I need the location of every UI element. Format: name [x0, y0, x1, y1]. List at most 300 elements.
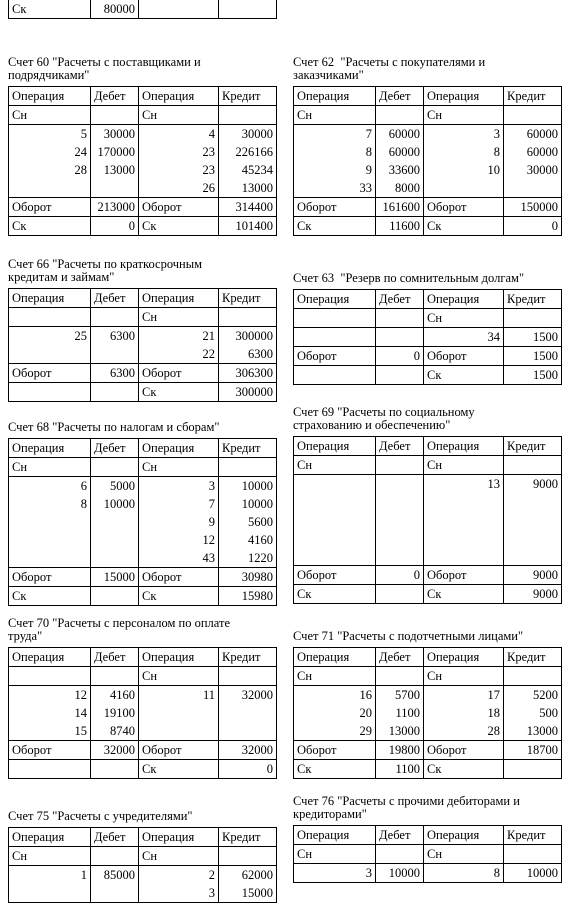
turnover-debit: 15000: [91, 568, 139, 587]
header-credit: Кредит: [219, 289, 277, 308]
opening-label: [9, 667, 91, 686]
table-row: [294, 511, 562, 529]
table-row: [9, 125, 277, 144]
entry-debit-amount: 1100: [376, 704, 424, 722]
header-operation: Операция: [139, 828, 219, 847]
opening-label: Сн: [424, 845, 504, 864]
entry-debit-amount: 4160: [91, 686, 139, 705]
table-row: [9, 531, 277, 549]
header-operation: Операция: [294, 290, 376, 309]
table-row: [294, 529, 562, 547]
closing-debit: 11600: [376, 217, 424, 236]
entry-credit-op: 34: [424, 328, 504, 347]
entry-debit-op: 14: [9, 704, 91, 722]
opening-label: Сн: [424, 456, 504, 475]
entry-credit-op: 3: [139, 884, 219, 903]
turnover-label: Оборот: [139, 364, 219, 383]
entry-debit-op: 1: [9, 866, 91, 885]
table-row: [9, 866, 277, 885]
closing-label: Ск: [294, 217, 376, 236]
header-credit: Кредит: [504, 826, 562, 845]
header-operation: Операция: [139, 87, 219, 106]
turnover-credit: 32000: [219, 741, 277, 760]
opening-debit: [91, 847, 139, 866]
header-credit: Кредит: [504, 648, 562, 667]
table-row: [9, 327, 277, 346]
closing-debit: [376, 366, 424, 385]
entry-credit-op: 3: [139, 477, 219, 496]
header-credit: Кредит: [219, 87, 277, 106]
entry-debit-amount: 10000: [91, 495, 139, 513]
entry-debit-op: 5: [9, 125, 91, 144]
entry-debit-amount: 33600: [376, 161, 424, 179]
entry-credit-op: 9: [139, 513, 219, 531]
entry-debit-op: 9: [294, 161, 376, 179]
header-operation: Операция: [424, 826, 504, 845]
opening-debit: [91, 106, 139, 125]
turnover-label: Оборот: [9, 741, 91, 760]
closing-debit: [91, 383, 139, 402]
turnover-label: Оборот: [294, 566, 376, 585]
header-credit: Кредит: [504, 290, 562, 309]
entry-debit-amount: [376, 547, 424, 566]
closing-credit: 0: [504, 217, 562, 236]
entry-debit-amount: [91, 179, 139, 198]
header-operation: Операция: [9, 439, 91, 458]
header-operation: Операция: [294, 648, 376, 667]
closing-label: [294, 366, 376, 385]
table-row: [9, 884, 277, 903]
entry-credit-amount: [504, 529, 562, 547]
turnover-label: Оборот: [424, 198, 504, 217]
entry-credit-op: [424, 529, 504, 547]
entry-credit-amount: 10000: [504, 864, 562, 883]
turnover-debit: 213000: [91, 198, 139, 217]
opening-debit: [376, 309, 424, 328]
header-operation: Операция: [9, 648, 91, 667]
entry-credit-op: [424, 511, 504, 529]
entry-debit-amount: 5000: [91, 477, 139, 496]
entry-credit-amount: 300000: [219, 327, 277, 346]
opening-credit: [219, 106, 277, 125]
entry-credit-amount: 9000: [504, 475, 562, 494]
turnover-credit: 9000: [504, 566, 562, 585]
entry-debit-op: 3: [294, 864, 376, 883]
table-row: [9, 345, 277, 364]
table-row: [294, 125, 562, 144]
entry-credit-amount: 13000: [219, 179, 277, 198]
entry-credit-amount: 226166: [219, 143, 277, 161]
entry-credit-amount: [504, 493, 562, 511]
entry-credit-op: 22: [139, 345, 219, 364]
entry-credit-amount: 30000: [504, 161, 562, 179]
account-table: [293, 436, 562, 604]
closing-label: [9, 760, 91, 779]
entry-credit-op: 18: [424, 704, 504, 722]
opening-debit: [376, 667, 424, 686]
entry-debit-op: 8: [9, 495, 91, 513]
entry-credit-op: 7: [139, 495, 219, 513]
entry-credit-amount: 30000: [219, 125, 277, 144]
table-row: [294, 475, 562, 494]
closing-debit: [91, 760, 139, 779]
header-operation: Операция: [139, 648, 219, 667]
table-row: [9, 477, 277, 496]
entry-credit-op: 3: [424, 125, 504, 144]
entry-credit-op: 2: [139, 866, 219, 885]
entry-debit-amount: [376, 493, 424, 511]
header-debit: Дебет: [376, 437, 424, 456]
account-table: [8, 647, 277, 779]
header-debit: Дебет: [376, 290, 424, 309]
entry-credit-op: 17: [424, 686, 504, 705]
turnover-credit: 30980: [219, 568, 277, 587]
entry-credit-op: [424, 179, 504, 198]
header-debit: Дебет: [91, 828, 139, 847]
top-closing-row: [8, 0, 277, 19]
entry-credit-amount: 60000: [504, 143, 562, 161]
opening-debit: [91, 458, 139, 477]
entry-credit-amount: 10000: [219, 495, 277, 513]
closing-credit: [504, 760, 562, 779]
closing-label: Ск: [424, 366, 504, 385]
entry-credit-op: 23: [139, 143, 219, 161]
table-row: [9, 495, 277, 513]
closing-credit: 101400: [219, 217, 277, 236]
turnover-debit: 6300: [91, 364, 139, 383]
opening-debit: [376, 456, 424, 475]
entry-credit-amount: 1220: [219, 549, 277, 568]
entry-credit-amount: 1500: [504, 328, 562, 347]
opening-credit: [219, 847, 277, 866]
entry-credit-op: 43: [139, 549, 219, 568]
opening-credit: [219, 308, 277, 327]
opening-label: [294, 309, 376, 328]
closing-label: Ск: [139, 383, 219, 402]
turnover-label: Оборот: [424, 566, 504, 585]
account-title: Счет 75 "Расчеты с учредителями": [8, 809, 193, 823]
turnover-label: Оборот: [139, 741, 219, 760]
entry-debit-amount: [91, 549, 139, 568]
entry-credit-op: 8: [424, 143, 504, 161]
turnover-label: Оборот: [294, 198, 376, 217]
entry-credit-op: [139, 704, 219, 722]
header-credit: Кредит: [219, 828, 277, 847]
closing-label: [9, 383, 91, 402]
table-row: [294, 179, 562, 198]
entry-debit-op: 8: [294, 143, 376, 161]
opening-credit: [219, 458, 277, 477]
turnover-label: Оборот: [9, 364, 91, 383]
entry-credit-op: 26: [139, 179, 219, 198]
entry-credit-amount: [504, 511, 562, 529]
account-title: Счет 60 "Расчеты с поставщиками и подрядчиками": [8, 55, 201, 82]
entry-debit-op: [9, 179, 91, 198]
entry-credit-op: 12: [139, 531, 219, 549]
turnover-credit: 18700: [504, 741, 562, 760]
entry-credit-amount: 5200: [504, 686, 562, 705]
entry-credit-amount: 15000: [219, 884, 277, 903]
turnover-credit: 306300: [219, 364, 277, 383]
entry-credit-amount: 6300: [219, 345, 277, 364]
entry-debit-amount: 13000: [91, 161, 139, 179]
entry-debit-amount: [376, 529, 424, 547]
turnover-label: Оборот: [294, 741, 376, 760]
closing-label: Ск: [9, 587, 91, 606]
header-operation: Операция: [294, 87, 376, 106]
header-operation: Операция: [294, 826, 376, 845]
entry-debit-amount: 60000: [376, 143, 424, 161]
entry-debit-op: [9, 549, 91, 568]
turnover-label: Оборот: [139, 198, 219, 217]
opening-credit: [504, 845, 562, 864]
closing-label: Ск: [139, 587, 219, 606]
header-operation: Операция: [424, 648, 504, 667]
closing-debit: [91, 587, 139, 606]
account-title: Счет 63 "Резерв по сомнительным долгам": [293, 271, 525, 285]
entry-debit-op: [294, 493, 376, 511]
entry-credit-op: 21: [139, 327, 219, 346]
opening-label: Сн: [139, 847, 219, 866]
entry-debit-amount: 10000: [376, 864, 424, 883]
closing-credit: 9000: [504, 585, 562, 604]
table-row: [9, 513, 277, 531]
opening-debit: [91, 667, 139, 686]
table-row: [9, 704, 277, 722]
entry-debit-amount: 60000: [376, 125, 424, 144]
header-credit: Кредит: [219, 439, 277, 458]
table-row: [9, 161, 277, 179]
opening-label: Сн: [139, 667, 219, 686]
entry-credit-amount: [219, 704, 277, 722]
account-table: [8, 86, 277, 236]
closing-label: Ск: [9, 217, 91, 236]
opening-label: Сн: [424, 309, 504, 328]
header-operation: Операция: [9, 289, 91, 308]
opening-credit: [504, 309, 562, 328]
opening-label: Сн: [139, 106, 219, 125]
entry-debit-op: [294, 529, 376, 547]
closing-label: Ск: [424, 585, 504, 604]
entry-debit-amount: 5700: [376, 686, 424, 705]
header-debit: Дебет: [376, 648, 424, 667]
table-row: [294, 686, 562, 705]
table-row: [294, 722, 562, 741]
top-closing-value: 80000: [91, 0, 139, 19]
account-table: [8, 827, 277, 903]
entry-credit-op: 11: [139, 686, 219, 705]
header-credit: Кредит: [504, 87, 562, 106]
entry-credit-amount: 62000: [219, 866, 277, 885]
opening-label: Сн: [139, 458, 219, 477]
entry-debit-amount: 8000: [376, 179, 424, 198]
account-table: [8, 438, 277, 606]
opening-debit: [376, 845, 424, 864]
turnover-debit: 0: [376, 566, 424, 585]
entry-debit-op: 25: [9, 327, 91, 346]
table-row: [9, 686, 277, 705]
opening-debit: [91, 308, 139, 327]
header-debit: Дебет: [91, 289, 139, 308]
entry-credit-amount: 32000: [219, 686, 277, 705]
opening-label: Сн: [294, 106, 376, 125]
turnover-label: Оборот: [294, 347, 376, 366]
closing-debit: [376, 585, 424, 604]
entry-credit-amount: [219, 722, 277, 741]
opening-debit: [376, 106, 424, 125]
entry-debit-op: [9, 884, 91, 903]
closing-debit: 0: [91, 217, 139, 236]
turnover-credit: 314400: [219, 198, 277, 217]
turnover-label: Оборот: [9, 568, 91, 587]
entry-credit-amount: 60000: [504, 125, 562, 144]
turnover-credit: 1500: [504, 347, 562, 366]
closing-label: Ск: [294, 760, 376, 779]
header-operation: Операция: [139, 439, 219, 458]
entry-credit-amount: 10000: [219, 477, 277, 496]
entry-debit-op: 20: [294, 704, 376, 722]
closing-label: Ск: [424, 217, 504, 236]
entry-debit-op: 33: [294, 179, 376, 198]
entry-debit-amount: [376, 475, 424, 494]
entry-debit-op: 6: [9, 477, 91, 496]
opening-label: Сн: [139, 308, 219, 327]
table-row: [294, 328, 562, 347]
entry-debit-op: [294, 328, 376, 347]
turnover-label: Оборот: [424, 347, 504, 366]
entry-debit-op: [294, 475, 376, 494]
header-credit: Кредит: [504, 437, 562, 456]
turnover-label: Оборот: [424, 741, 504, 760]
entry-credit-amount: [504, 179, 562, 198]
header-debit: Дебет: [91, 439, 139, 458]
header-operation: Операция: [139, 289, 219, 308]
closing-credit: 0: [219, 760, 277, 779]
entry-debit-amount: 13000: [376, 722, 424, 741]
entry-credit-amount: [504, 547, 562, 566]
opening-credit: [504, 456, 562, 475]
entry-debit-amount: [91, 513, 139, 531]
opening-credit: [219, 667, 277, 686]
entry-debit-op: 7: [294, 125, 376, 144]
account-title: Счет 71 "Расчеты с подотчетными лицами": [293, 629, 524, 643]
entry-debit-amount: [91, 884, 139, 903]
closing-label: Ск: [424, 760, 504, 779]
opening-label: Сн: [9, 847, 91, 866]
entry-credit-amount: 500: [504, 704, 562, 722]
entry-debit-amount: 19100: [91, 704, 139, 722]
entry-credit-op: 13: [424, 475, 504, 494]
table-row: [294, 704, 562, 722]
entry-debit-op: 16: [294, 686, 376, 705]
table-row: [294, 143, 562, 161]
entry-credit-amount: 5600: [219, 513, 277, 531]
entry-debit-op: 28: [9, 161, 91, 179]
closing-label: Ск: [294, 585, 376, 604]
header-operation: Операция: [9, 828, 91, 847]
account-title: Счет 66 "Расчеты по краткосрочным кредитам и займам": [8, 257, 203, 284]
account-table: [8, 288, 277, 402]
opening-label: Сн: [424, 667, 504, 686]
turnover-label: Оборот: [139, 568, 219, 587]
entry-credit-op: 28: [424, 722, 504, 741]
closing-label: Ск: [139, 217, 219, 236]
entry-debit-amount: [376, 511, 424, 529]
table-row: [294, 547, 562, 566]
opening-label: Сн: [424, 106, 504, 125]
header-operation: Операция: [9, 87, 91, 106]
entry-debit-op: [9, 513, 91, 531]
opening-label: Сн: [294, 456, 376, 475]
entry-credit-op: 23: [139, 161, 219, 179]
header-debit: Дебет: [376, 87, 424, 106]
closing-credit: 15980: [219, 587, 277, 606]
entry-credit-amount: 13000: [504, 722, 562, 741]
account-title: Счет 62 "Расчеты с покупателями и заказчиками": [293, 55, 486, 82]
turnover-debit: 0: [376, 347, 424, 366]
opening-credit: [504, 106, 562, 125]
header-operation: Операция: [424, 437, 504, 456]
account-table: [293, 825, 562, 883]
account-table: [293, 289, 562, 385]
entry-debit-amount: 8740: [91, 722, 139, 741]
account-table: [293, 86, 562, 236]
closing-label: Ск: [139, 760, 219, 779]
entry-debit-op: [9, 345, 91, 364]
header-operation: Операция: [294, 437, 376, 456]
closing-debit: 1100: [376, 760, 424, 779]
closing-credit: 1500: [504, 366, 562, 385]
entry-credit-op: [424, 493, 504, 511]
header-operation: Операция: [424, 290, 504, 309]
closing-credit: 300000: [219, 383, 277, 402]
table-row: [294, 864, 562, 883]
opening-label: Сн: [9, 458, 91, 477]
entry-credit-op: 8: [424, 864, 504, 883]
entry-credit-amount: 45234: [219, 161, 277, 179]
opening-label: Сн: [9, 106, 91, 125]
entry-debit-op: [294, 511, 376, 529]
turnover-credit: 150000: [504, 198, 562, 217]
entry-debit-op: 12: [9, 686, 91, 705]
opening-credit: [504, 667, 562, 686]
entry-debit-amount: [91, 345, 139, 364]
entry-credit-op: [139, 722, 219, 741]
account-title: Счет 70 "Расчеты с персоналом по оплате труда": [8, 616, 231, 643]
header-operation: Операция: [424, 87, 504, 106]
opening-label: Сн: [294, 667, 376, 686]
header-debit: Дебет: [91, 87, 139, 106]
entry-debit-op: 29: [294, 722, 376, 741]
entry-debit-amount: 85000: [91, 866, 139, 885]
table-row: [9, 549, 277, 568]
entry-debit-op: [9, 531, 91, 549]
account-title: Счет 76 "Расчеты с прочими дебиторами и кредиторами": [293, 794, 520, 821]
entry-credit-op: 10: [424, 161, 504, 179]
turnover-debit: 161600: [376, 198, 424, 217]
entry-credit-op: 4: [139, 125, 219, 144]
turnover-debit: 32000: [91, 741, 139, 760]
table-row: [9, 179, 277, 198]
entry-credit-op: [424, 547, 504, 566]
entry-debit-amount: [91, 531, 139, 549]
entry-debit-amount: 30000: [91, 125, 139, 144]
turnover-label: Оборот: [9, 198, 91, 217]
entry-debit-amount: 6300: [91, 327, 139, 346]
table-row: [9, 143, 277, 161]
header-credit: Кредит: [219, 648, 277, 667]
opening-label: Сн: [294, 845, 376, 864]
